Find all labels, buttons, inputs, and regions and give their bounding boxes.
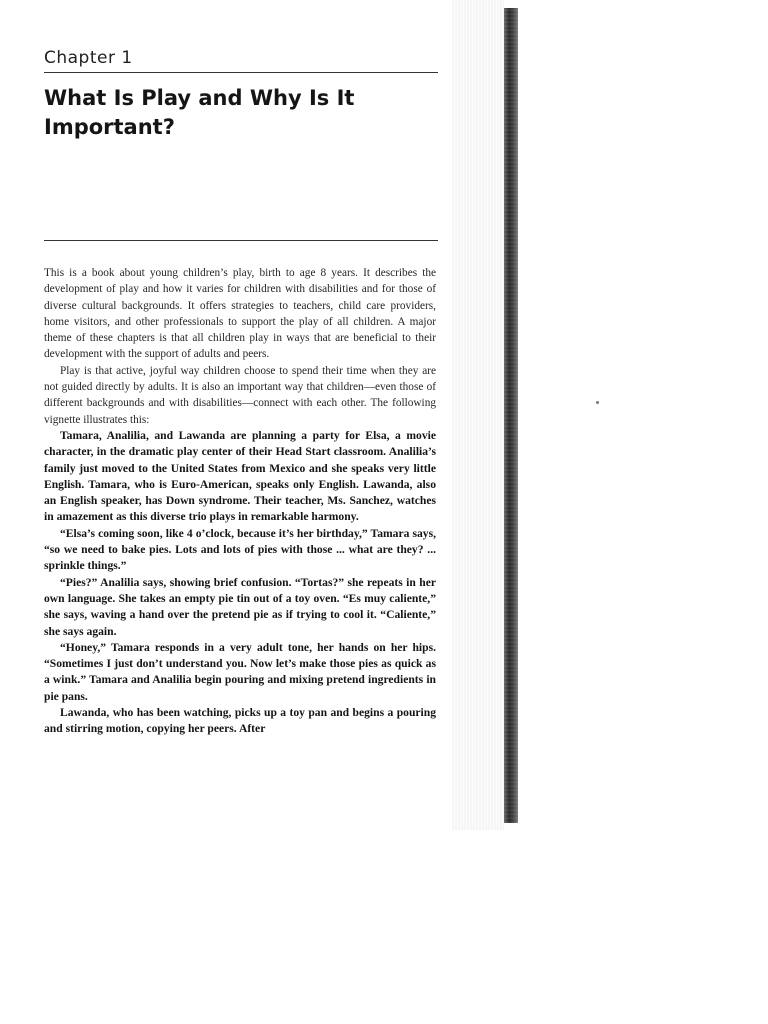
vignette-paragraph: “Elsa’s coming soon, like 4 o’clock, because it’s her birthday,” Tamara says, “so we need to bake pies. Lots and lots of pies with those ... what are they? ... sprinkle things.” xyxy=(44,526,436,573)
bottom-rule xyxy=(44,240,438,241)
top-rule xyxy=(44,72,438,73)
vignette-paragraph: Lawanda, who has been watching, picks up a toy pan and begins a pouring and stirring motion, copying her peers. After xyxy=(44,706,436,736)
body-text xyxy=(44,265,436,738)
chapter-title: What Is Play and Why Is It Important? xyxy=(44,86,355,139)
chapter-label: Chapter 1 xyxy=(44,48,133,68)
binding-shadow xyxy=(452,0,504,830)
book-binding-edge xyxy=(504,8,518,823)
paragraph: Play is that active, joyful way children choose to spend their time when they are not guided directly by adults. It is also an important way that children—even those of different backgrounds and with disabilities—connect with each other. The following vignette illustrates this: xyxy=(44,364,436,426)
paragraph: This is a book about young children’s play, birth to age 8 years. It describes the development of play and how it varies for children with disabilities and for those of diverse cultural backgrounds. It offers strategies to teachers, child care providers, home visitors, and other professionals to support the play of all children. A major theme of these chapters is that all children play in ways that are beneficial to their development with the support of adults and peers. xyxy=(44,267,436,361)
scan-speck xyxy=(596,401,599,404)
vignette-paragraph: “Pies?” Analilia says, showing brief confusion. “Tortas?” she repeats in her own language. She takes an empty pie tin out of a toy oven. “Es muy caliente,” she says, waving a hand over the pretend pie as if trying to cool it. “Caliente,” she says again. xyxy=(44,575,436,638)
vignette-paragraph: “Honey,” Tamara responds in a very adult tone, her hands on her hips. “Sometimes I just don’t understand you. Now let’s make those pies as quick as a wink.” Tamara and Analilia begin pouring and mixing pretend ingredients in pie pans. xyxy=(44,640,436,703)
vignette-paragraph: Tamara, Analilia, and Lawanda are planning a party for Elsa, a movie character, in the dramatic play center of their Head Start classroom. Analilia’s family just moved to the United States from Mexico and she speaks very little English. Tamara, who is Euro-American, speaks only English. Lawanda, also an English speaker, has Down syndrome. Their teacher, Ms. Sanchez, watches in amazement as this diverse trio plays in remarkable harmony. xyxy=(44,428,436,524)
